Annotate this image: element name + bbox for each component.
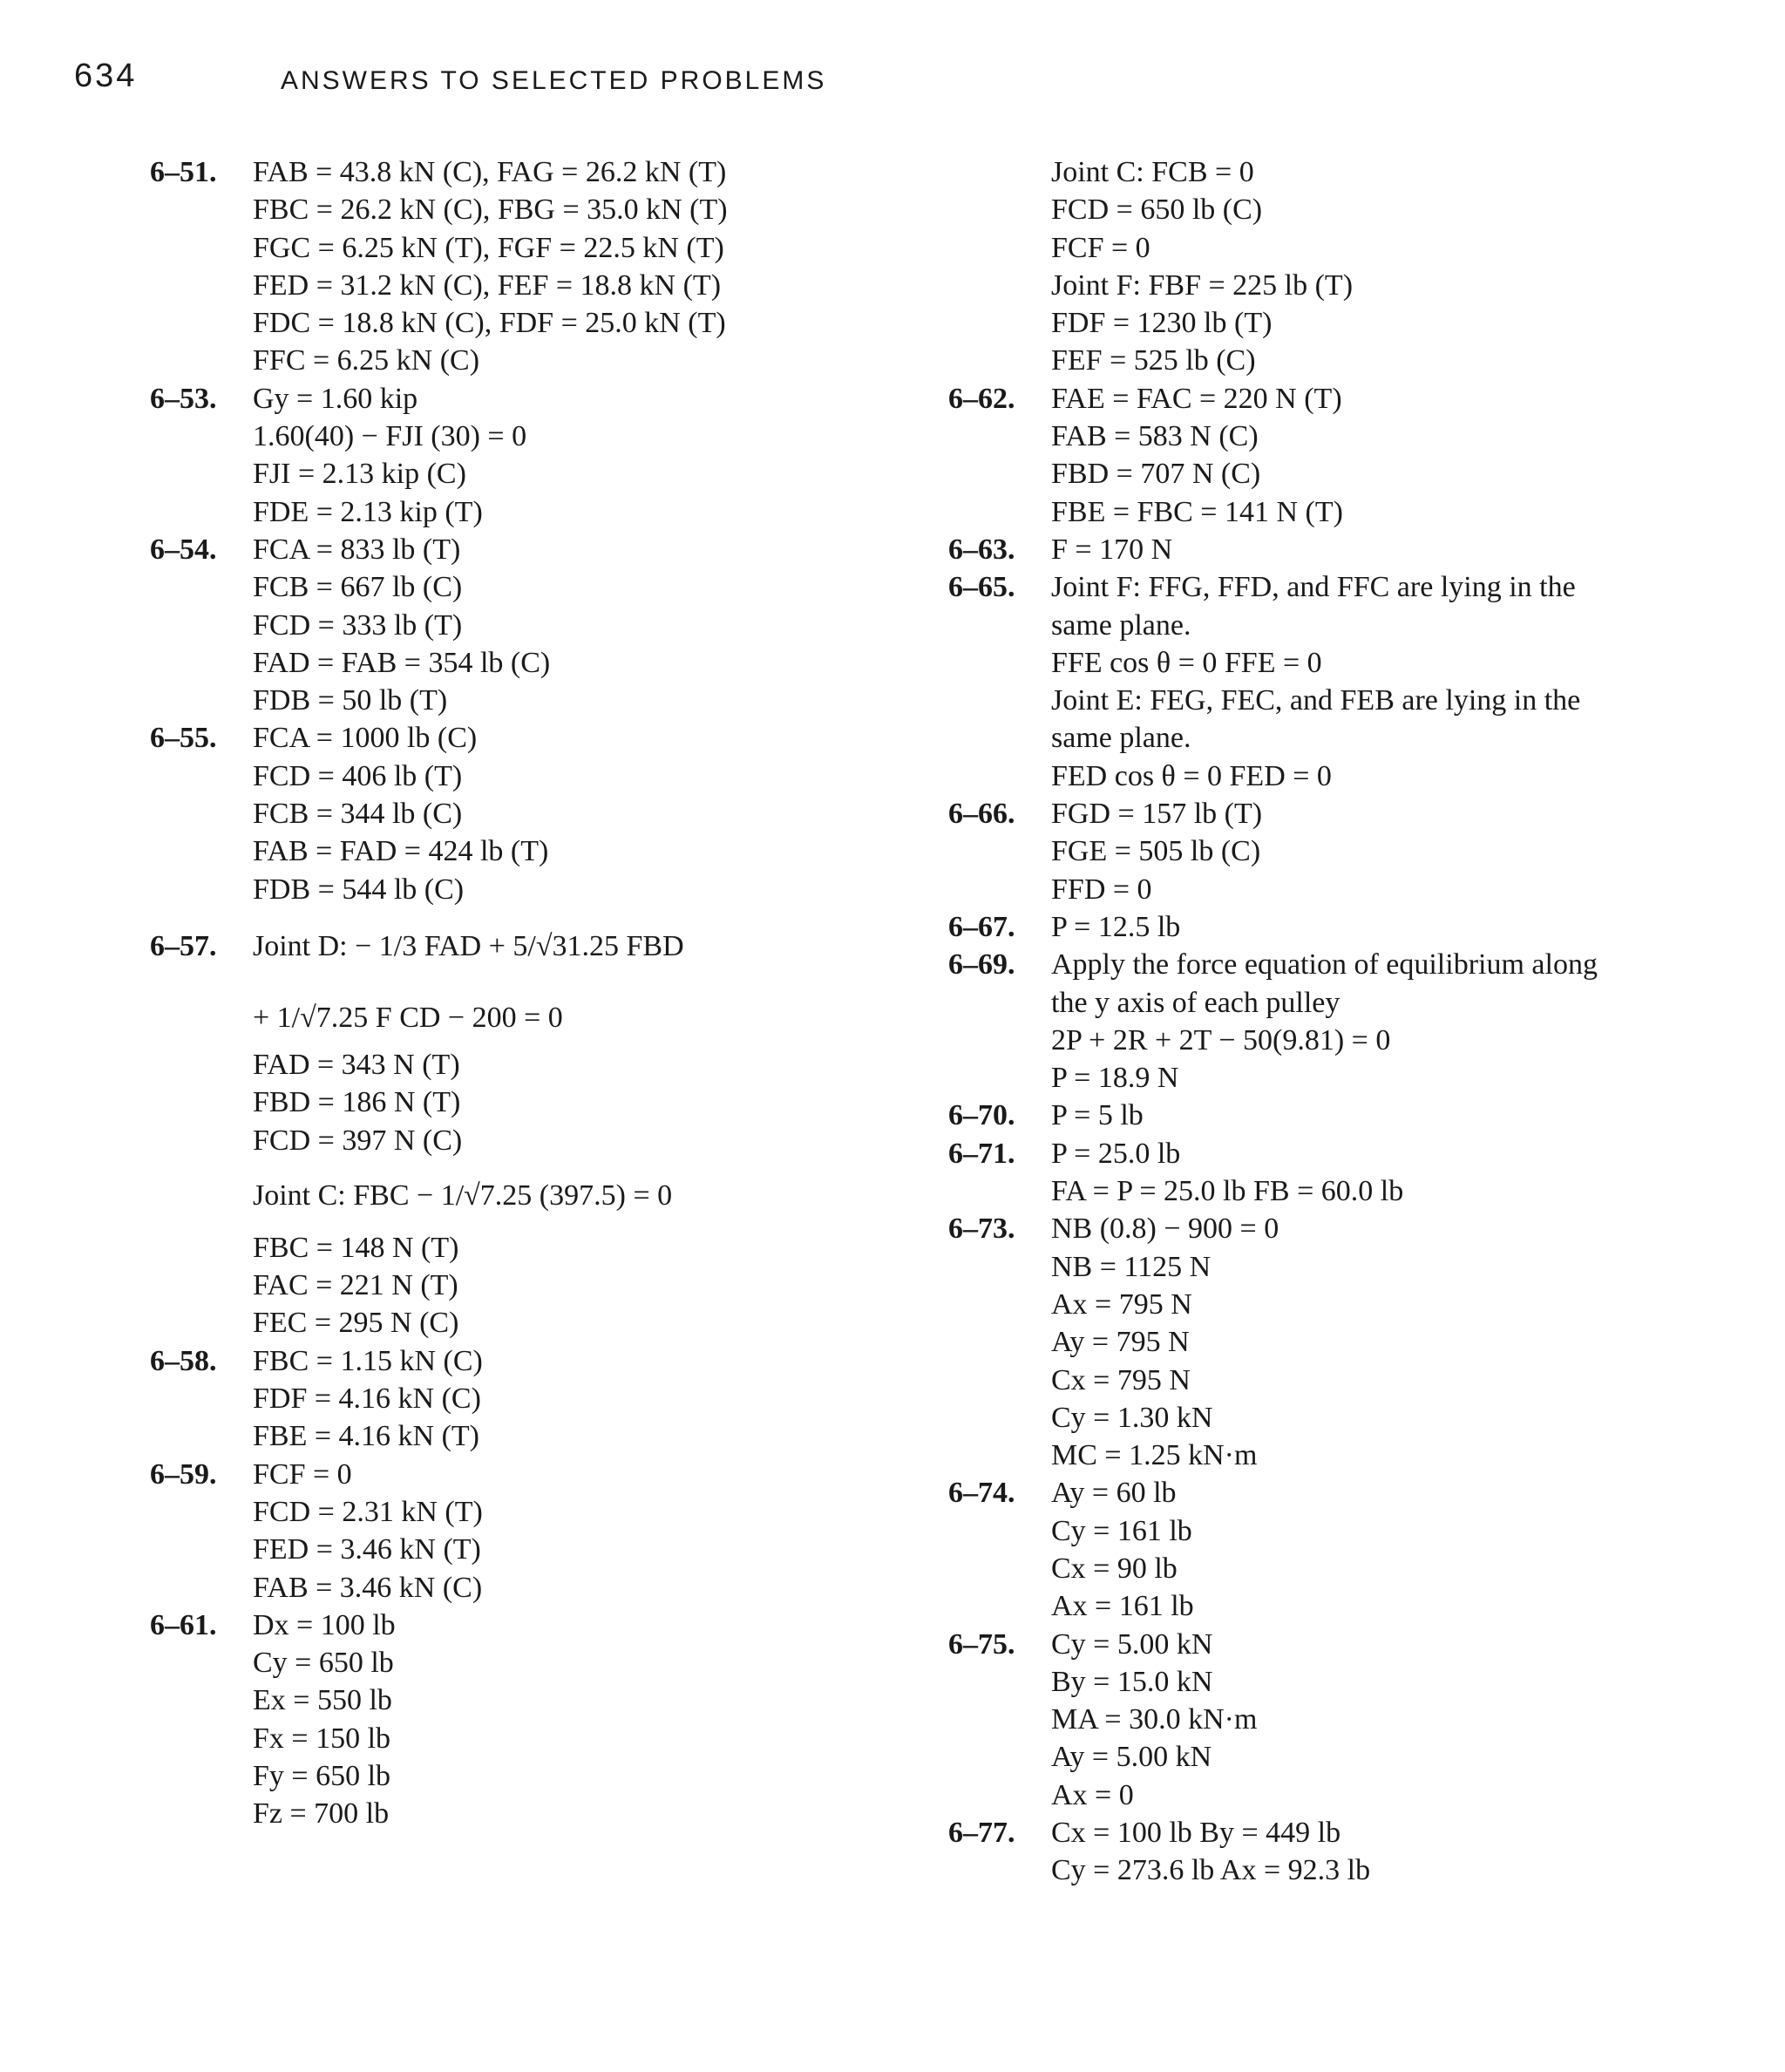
answer-text: Ex = 550 lb <box>253 1684 392 1717</box>
answer-text: FDF = 1230 lb (T) <box>1051 307 1273 340</box>
answer-text: Cy = 650 lb <box>253 1647 394 1680</box>
answer-text: Dx = 100 lb <box>253 1608 396 1641</box>
answer-text: By = 15.0 kN <box>1051 1665 1213 1698</box>
answer-text: FGD = 157 lb (T) <box>1051 798 1263 831</box>
problem-number: 6–62. <box>948 382 1015 415</box>
answer-text: Cx = 100 lb By = 449 lb <box>1051 1817 1341 1850</box>
answer-text: MA = 30.0 kN·m <box>1051 1703 1258 1736</box>
answer-text: FA = P = 25.0 lb FB = 60.0 lb <box>1051 1175 1404 1208</box>
answer-text: Ax = 0 <box>1051 1778 1134 1811</box>
answer-text: FDF = 4.16 kN (C) <box>253 1382 481 1416</box>
answer-text: FBD = 707 N (C) <box>1051 458 1261 491</box>
answer-text: FAD = 343 N (T) <box>253 1048 460 1081</box>
answer-text: FCF = 0 <box>253 1457 352 1491</box>
answer-text: Cy = 273.6 lb Ax = 92.3 lb <box>1051 1854 1371 1887</box>
answer-text: FAB = 43.8 kN (C), FAG = 26.2 kN (T) <box>253 156 727 188</box>
answer-text: Cy = 1.30 kN <box>1051 1401 1213 1434</box>
answer-text: FGE = 505 lb (C) <box>1051 835 1261 868</box>
problem-number: 6–69. <box>948 948 1015 982</box>
problem-number: 6–53. <box>150 382 217 415</box>
answer-text: Apply the force equation of equilibrium along <box>1051 948 1598 982</box>
answer-text: FBC = 1.15 kN (C) <box>253 1344 483 1377</box>
problem-number: 6–57. <box>150 929 217 962</box>
answer-text: same plane. <box>1051 722 1191 755</box>
answer-text: Ay = 795 N <box>1051 1326 1190 1359</box>
answer-text: FCF = 0 <box>1051 231 1150 264</box>
answer-text: Joint E: FEG, FEC, and FEB are lying in the <box>1051 684 1581 717</box>
answer-text: Fy = 650 lb <box>253 1759 391 1792</box>
answer-text: FDC = 18.8 kN (C), FDF = 25.0 kN (T) <box>253 307 726 340</box>
answer-text: FDB = 50 lb (T) <box>253 684 448 717</box>
answer-text: 1.60(40) − FJI (30) = 0 <box>253 420 527 453</box>
answer-text: FCD = 2.31 kN (T) <box>253 1495 483 1528</box>
answer-text: P = 12.5 lb <box>1051 910 1181 943</box>
answer-text: FJI = 2.13 kip (C) <box>253 458 466 491</box>
answer-text: P = 25.0 lb <box>1051 1137 1181 1170</box>
answer-text: + 1/√7.25 F CD − 200 = 0 <box>253 1001 563 1034</box>
answer-text: FAC = 221 N (T) <box>253 1269 458 1302</box>
answer-text: FCA = 833 lb (T) <box>253 533 461 566</box>
problem-number: 6–61. <box>150 1608 217 1641</box>
answer-text: Gy = 1.60 kip <box>253 382 418 415</box>
answer-text: FCA = 1000 lb (C) <box>253 722 478 755</box>
problem-number: 6–70. <box>948 1099 1015 1132</box>
answer-text: Cx = 90 lb <box>1051 1552 1178 1585</box>
answer-text: FAB = FAD = 424 lb (T) <box>253 835 549 868</box>
answer-text: FFD = 0 <box>1051 873 1152 906</box>
running-header: ANSWERS TO SELECTED PROBLEMS <box>281 66 827 95</box>
answer-text: the y axis of each pulley <box>1051 986 1340 1019</box>
answer-text: FCD = 650 lb (C) <box>1051 194 1263 227</box>
problem-number: 6–54. <box>150 533 217 566</box>
answer-text: NB = 1125 N <box>1051 1250 1211 1283</box>
answer-text: FAB = 583 N (C) <box>1051 420 1259 453</box>
answer-text: FCB = 344 lb (C) <box>253 798 463 831</box>
answer-text: FCD = 397 N (C) <box>253 1124 463 1157</box>
answer-text: FBC = 26.2 kN (C), FBG = 35.0 kN (T) <box>253 194 728 227</box>
answer-text: FCD = 333 lb (T) <box>253 608 463 642</box>
answer-text: FEF = 525 lb (C) <box>1051 344 1256 377</box>
answer-text: Cy = 5.00 kN <box>1051 1627 1213 1661</box>
answer-text: FCB = 667 lb (C) <box>253 571 463 604</box>
answer-text: FFE cos θ = 0 FFE = 0 <box>1051 646 1322 679</box>
answer-text: Ax = 161 lb <box>1051 1590 1194 1623</box>
answer-text: FBC = 148 N (T) <box>253 1231 459 1264</box>
problem-number: 6–66. <box>948 798 1015 831</box>
problem-number: 6–58. <box>150 1344 217 1377</box>
problem-number: 6–55. <box>150 722 217 755</box>
problem-number: 6–65. <box>948 571 1015 604</box>
answer-text: FFC = 6.25 kN (C) <box>253 344 480 377</box>
answer-text: FDE = 2.13 kip (T) <box>253 495 483 528</box>
answer-text: FGC = 6.25 kN (T), FGF = 22.5 kN (T) <box>253 231 724 264</box>
answer-text: FBE = FBC = 141 N (T) <box>1051 495 1343 528</box>
problem-number: 6–63. <box>948 533 1015 566</box>
answer-text: Joint D: − 1/3 FAD + 5/√31.25 FBD <box>253 929 684 962</box>
problem-number: 6–71. <box>948 1137 1015 1170</box>
answer-text: Joint F: FFG, FFD, and FFC are lying in the <box>1051 571 1576 604</box>
answer-text: Joint F: FBF = 225 lb (T) <box>1051 268 1354 302</box>
answer-text: NB (0.8) − 900 = 0 <box>1051 1213 1279 1246</box>
answer-text: P = 18.9 N <box>1051 1062 1179 1095</box>
answer-text: Fx = 150 lb <box>253 1722 391 1755</box>
answer-text: Cy = 161 lb <box>1051 1514 1192 1547</box>
answer-text: FEC = 295 N (C) <box>253 1307 459 1340</box>
answer-text: Fz = 700 lb <box>253 1797 390 1831</box>
answer-text: FED cos θ = 0 FED = 0 <box>1051 759 1332 792</box>
answer-text: FCD = 406 lb (T) <box>253 759 463 792</box>
answer-text: FBD = 186 N (T) <box>253 1086 461 1119</box>
answer-text: F = 170 N <box>1051 533 1173 566</box>
answer-text: FBE = 4.16 kN (T) <box>253 1420 479 1453</box>
problem-number: 6–67. <box>948 910 1015 943</box>
answer-text: Ay = 60 lb <box>1051 1477 1177 1510</box>
answer-text: FDB = 544 lb (C) <box>253 873 465 906</box>
answer-text: MC = 1.25 kN·m <box>1051 1439 1258 1472</box>
answer-text: FAE = FAC = 220 N (T) <box>1051 382 1342 415</box>
answer-text: Joint C: FBC − 1/√7.25 (397.5) = 0 <box>253 1179 673 1212</box>
answer-text: Cx = 795 N <box>1051 1363 1191 1396</box>
answer-text: Ay = 5.00 kN <box>1051 1741 1212 1774</box>
problem-number: 6–75. <box>948 1627 1015 1661</box>
answer-text: Joint C: FCB = 0 <box>1051 156 1254 188</box>
problem-number: 6–73. <box>948 1213 1015 1246</box>
answer-text: 2P + 2R + 2T − 50(9.81) = 0 <box>1051 1023 1391 1056</box>
answer-text: FED = 31.2 kN (C), FEF = 18.8 kN (T) <box>253 268 722 302</box>
answer-text: P = 5 lb <box>1051 1099 1144 1132</box>
answer-text: FAD = FAB = 354 lb (C) <box>253 646 551 679</box>
problem-number: 6–59. <box>150 1457 217 1491</box>
answer-text: FED = 3.46 kN (T) <box>253 1533 481 1566</box>
problem-number: 6–51. <box>150 156 217 188</box>
problem-number: 6–77. <box>948 1817 1015 1850</box>
answer-text: Ax = 795 N <box>1051 1287 1192 1321</box>
page-number: 634 <box>74 58 138 94</box>
answer-text: FAB = 3.46 kN (C) <box>253 1571 483 1604</box>
answer-text: same plane. <box>1051 608 1191 642</box>
problem-number: 6–74. <box>948 1477 1015 1510</box>
